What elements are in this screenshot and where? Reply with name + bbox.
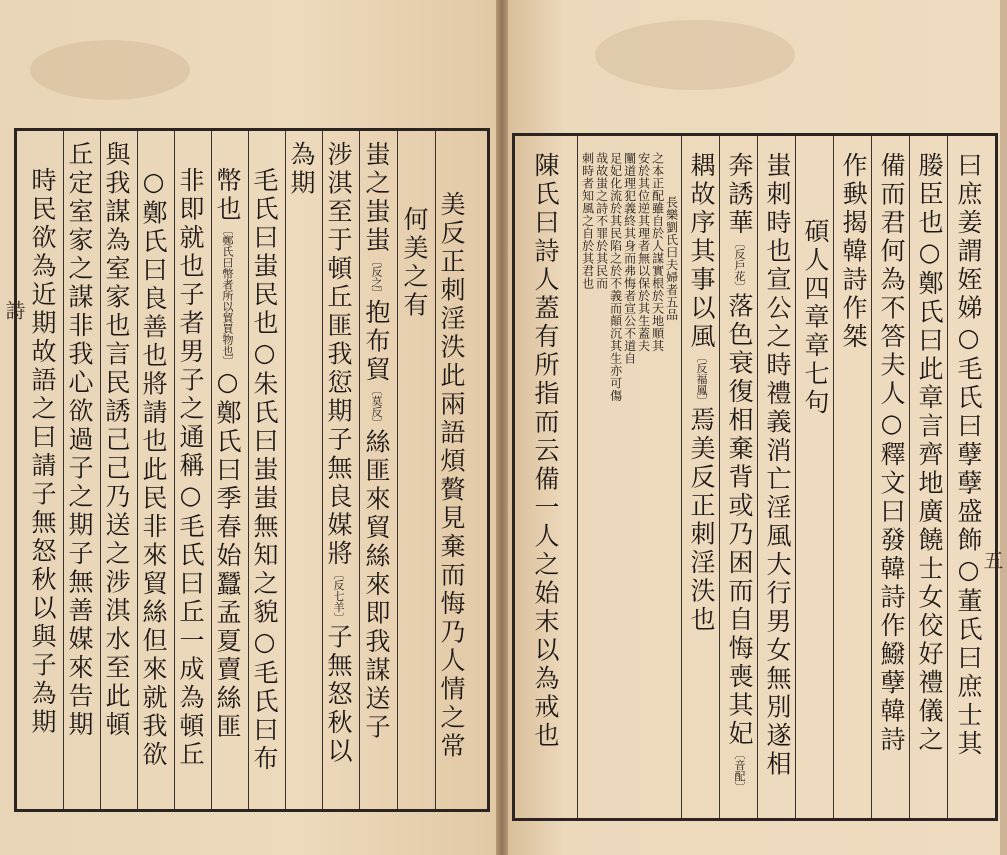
text-column: 非即就也子者男子之通稱○毛氏曰丘一成為頓丘 xyxy=(176,167,205,770)
interlinear-note: 〔反戶花〕 xyxy=(733,237,746,293)
interlinear-note: 〔反之〕 xyxy=(370,255,383,299)
text-column: 耦故序其事以風〔反福鳳〕焉美反正刺淫泆也 xyxy=(687,152,716,635)
commentary-column: 哉故蚩之詩不罪於其民而 xyxy=(594,152,609,290)
commentary-column: 安於其位逆其理者無以保於其生蓋夫 xyxy=(636,152,651,352)
commentary-column: 刺時者知風之自於其君也 xyxy=(580,152,595,290)
text-column: 美反正刺淫泆此兩語煩贅見棄而悔乃人情之常 xyxy=(437,191,466,761)
left-text-frame xyxy=(14,128,490,812)
text-column: 蚩之蚩蚩〔反之〕抱布貿〔莫反〕絲匪來貿絲來即我謀送子 xyxy=(362,141,391,742)
text-column: 蚩刺時也宣公之時禮義消亡淫風大行男女無別遂相 xyxy=(763,152,792,779)
text-column: 毛氏曰蚩民也○朱氏曰蚩蚩無知之貌○毛氏曰布 xyxy=(250,167,279,774)
commentary-column: 之本正配雖自於人謀實根於天地順其 xyxy=(650,152,665,352)
commentary-column: 足妃化流於其民陷之於不義而顛沉其生亦可傷 xyxy=(608,152,623,402)
commentary-column: 長樂劉氏曰夫婦者五品 xyxy=(664,196,679,321)
text-column: 陳氏曰詩人蓋有所指而云備一人之始末以為戒也 xyxy=(531,152,560,751)
right-text-frame xyxy=(512,133,998,821)
text-column: 奔誘華〔反戶花〕落色衰復相棄背或乃困而自悔喪其妃〔音配〕 xyxy=(725,152,754,793)
text-column: 備而君何為不答夫人○釋文曰發韓詩作鱍孽韓詩 xyxy=(877,152,906,755)
text-column: 涉淇至于頓丘匪我愆期子無良媒將〔反七羊〕子無怒秋以 xyxy=(324,141,353,766)
interlinear-note: 〔音配〕 xyxy=(733,748,746,793)
interlinear-note: 〔莫反〕 xyxy=(370,384,383,429)
right-edge-label: 五 xyxy=(980,550,1004,572)
interlinear-note: 〔反福鳳〕 xyxy=(695,351,708,407)
text-column: 何美之有 xyxy=(400,206,429,320)
text-column: ○鄭氏曰良善也將請也此民非來貿絲但來就我欲 xyxy=(139,167,168,770)
book-gutter xyxy=(496,0,508,855)
commentary-column: 闡道理犯義終其身而弗悔者宣公不道自 xyxy=(622,152,637,365)
interlinear-note: 〔鄭氏曰幣者所以貿買物也〕 xyxy=(221,224,234,367)
text-column: 丘定室家之謀非我心欲過子之期子無善媒來告期 xyxy=(65,141,94,740)
text-column: 碩人四章章七句 xyxy=(801,218,830,418)
text-column: 作𡙇揭韓詩作桀 xyxy=(839,152,868,352)
text-column: 與我謀為室家也言民誘己己乃送之涉淇水至此頓 xyxy=(102,141,131,740)
paper-stain xyxy=(595,20,795,90)
paper-stain xyxy=(30,40,190,100)
text-column: 幣也〔鄭氏曰幣者所以貿買物也〕○鄭氏曰季春始蠶孟夏賣絲匪 xyxy=(213,167,242,742)
text-column: 曰庶姜謂姪娣○毛氏曰孽孽盛飾○董氏曰庶士其 xyxy=(954,152,983,759)
text-column: 時民欲為近期故語之曰請子無怒秋以與子為期 xyxy=(28,167,57,737)
left-edge-label: 詩 xyxy=(2,300,26,322)
interlinear-note: 〔反七羊〕 xyxy=(332,568,345,624)
text-column: 為期 xyxy=(287,141,316,198)
text-column: 媵臣也○鄭氏曰此章言齊地廣饒士女佼好禮儀之 xyxy=(915,152,944,755)
